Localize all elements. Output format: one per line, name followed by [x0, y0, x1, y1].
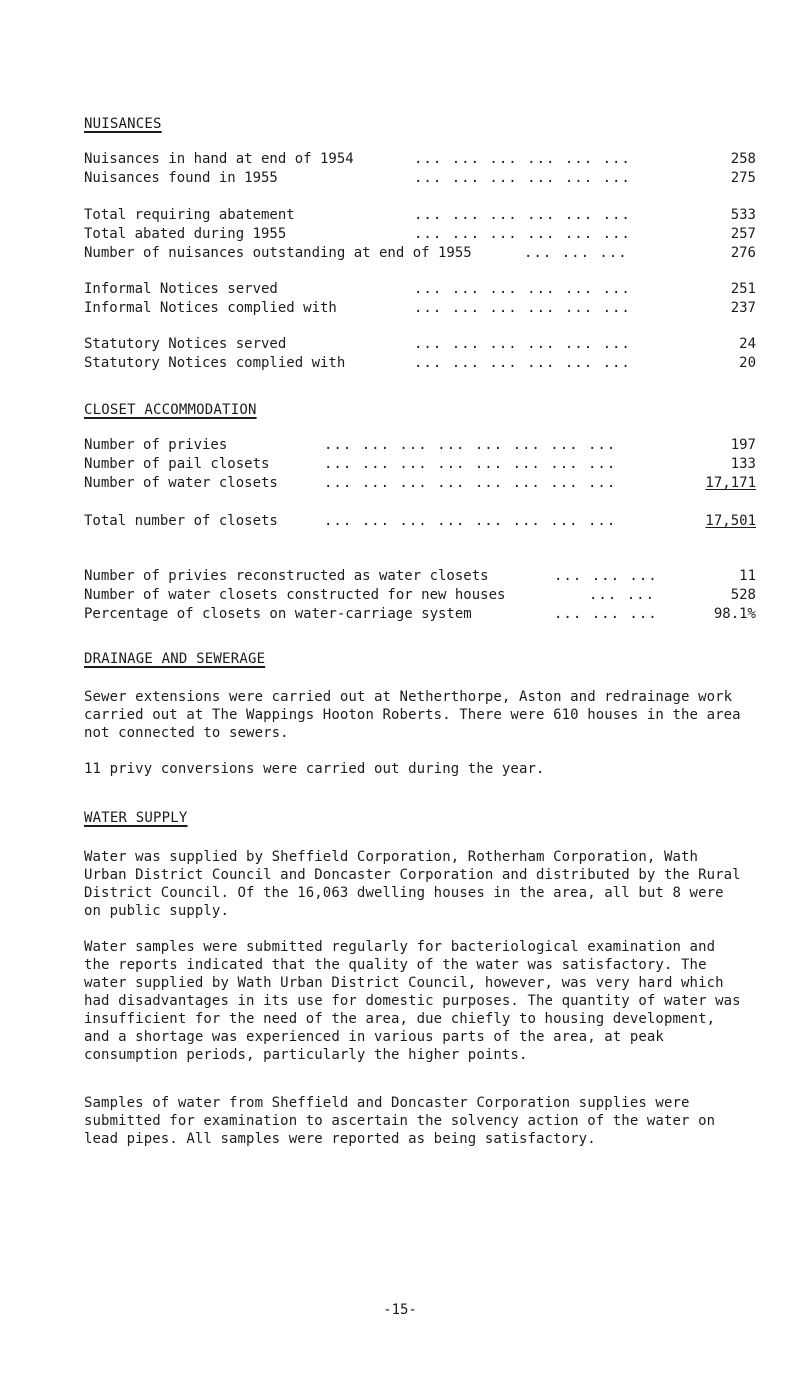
stat-label: Percentage of closets on water-carriage system [84, 606, 472, 622]
leader-dots: ... ... ... ... ... ... ... ... [324, 456, 617, 472]
leader-dots: ... ... ... [524, 245, 628, 261]
stat-row [84, 225, 756, 244]
stat-label: Total number of closets [84, 513, 278, 529]
leader-dots: ... ... ... ... ... ... [414, 355, 631, 371]
nuisances-group-2 [84, 206, 756, 263]
stat-value: 98.1% [713, 606, 756, 622]
stat-value: 24 [739, 336, 756, 352]
stat-value: 257 [730, 226, 756, 242]
stat-row [84, 169, 756, 188]
section-heading-water-supply: WATER SUPPLY [84, 810, 188, 826]
stat-row [84, 567, 756, 586]
stat-value: 237 [730, 300, 756, 316]
stat-row [84, 436, 756, 455]
stat-value: 533 [730, 207, 756, 223]
leader-dots: ... ... ... ... ... ... [414, 281, 631, 297]
leader-dots: ... ... ... ... ... ... [414, 207, 631, 223]
stat-value: 276 [730, 245, 756, 261]
leader-dots: ... ... ... [554, 606, 658, 622]
stat-value: 275 [730, 170, 756, 186]
stat-label: Number of water closets constructed for new houses [84, 587, 506, 603]
page-number: -15- [383, 1302, 417, 1318]
stat-row [84, 150, 756, 169]
leader-dots: ... ... ... ... ... ... [414, 170, 631, 186]
stat-row-total [84, 512, 756, 531]
stat-label: Nuisances in hand at end of 1954 [84, 151, 354, 167]
stat-label: Number of nuisances outstanding at end of 1955 [84, 245, 472, 261]
stat-label: Number of pail closets [84, 456, 270, 472]
stat-row [84, 206, 756, 225]
leader-dots: ... ... ... ... ... ... [414, 300, 631, 316]
stat-label: Nuisances found in 1955 [84, 170, 278, 186]
stat-row [84, 455, 756, 474]
closet-group-1 [84, 436, 756, 493]
closet-total [84, 512, 756, 531]
stat-label: Total abated during 1955 [84, 226, 287, 242]
stat-label: Number of privies [84, 437, 228, 453]
drainage-paragraph-1: Sewer extensions were carried out at Netherthorpe, Aston and redrainage work carried out at The Wappings Hooton Roberts. There were 610 houses in the area not connected to sewers. [84, 689, 741, 741]
section-heading-closet-accommodation: CLOSET ACCOMMODATION [84, 402, 257, 418]
nuisances-group-4 [84, 335, 756, 373]
stat-value: 20 [739, 355, 756, 371]
water-paragraph-1: Water was supplied by Sheffield Corporation, Rotherham Corporation, Wath Urban District Council and Doncaster Corporation and distributed by the Rural District Council. Of the 16,063 dwelling houses in the area, all but 8 were on public supply. [84, 849, 741, 919]
leader-dots: ... ... ... ... ... ... [414, 151, 631, 167]
stat-value: 133 [730, 456, 756, 472]
leader-dots: ... ... ... ... ... ... ... ... [324, 437, 617, 453]
stat-row [84, 586, 756, 605]
stat-value: 258 [730, 151, 756, 167]
leader-dots: ... ... [589, 587, 656, 603]
stat-value: 17,501 [705, 513, 756, 529]
section-heading-nuisances: NUISANCES [84, 116, 162, 132]
stat-label: Statutory Notices served [84, 336, 287, 352]
stat-row [84, 474, 756, 493]
stat-label: Statutory Notices complied with [84, 355, 346, 371]
stat-row [84, 244, 756, 263]
stat-row [84, 335, 756, 354]
stat-label: Number of privies reconstructed as water closets [84, 568, 489, 584]
stat-value: 17,171 [705, 475, 756, 491]
stat-value: 11 [739, 568, 756, 584]
leader-dots: ... ... ... ... ... ... ... ... [324, 475, 617, 491]
stat-row [84, 299, 756, 318]
drainage-paragraph-2: 11 privy conversions were carried out during the year. [84, 761, 545, 777]
stat-label: Number of water closets [84, 475, 278, 491]
stat-value: 197 [730, 437, 756, 453]
nuisances-group-3 [84, 280, 756, 318]
closet-group-2 [84, 567, 756, 624]
leader-dots: ... ... ... [554, 568, 658, 584]
leader-dots: ... ... ... ... ... ... ... ... [324, 513, 617, 529]
stat-row [84, 280, 756, 299]
water-paragraph-3: Samples of water from Sheffield and Doncaster Corporation supplies were submitted for examination to ascertain the solvency action of the water on lead pipes. All samples were reported as being satisfactory. [84, 1095, 716, 1147]
stat-row [84, 605, 756, 624]
leader-dots: ... ... ... ... ... ... [414, 336, 631, 352]
leader-dots: ... ... ... ... ... ... [414, 226, 631, 242]
stat-label: Informal Notices complied with [84, 300, 337, 316]
water-paragraph-2: Water samples were submitted regularly for bacteriological examination and the reports indicated that the quality of the water was satisfactory. The water supplied by Wath Urban District Council, however, was very hard which had disadvantages in its use for domestic purposes. The quantity of water was insufficient for the need of the area, due chiefly to housing development, and a shortage was experienced in various parts of the area, at peak consumption periods, particularly the higher points. [84, 939, 741, 1063]
section-heading-drainage: DRAINAGE AND SEWERAGE [84, 651, 266, 667]
stat-row [84, 354, 756, 373]
stat-label: Total requiring abatement [84, 207, 295, 223]
stat-value: 251 [730, 281, 756, 297]
stat-value: 528 [730, 587, 756, 603]
nuisances-group-1 [84, 150, 756, 188]
stat-label: Informal Notices served [84, 281, 278, 297]
